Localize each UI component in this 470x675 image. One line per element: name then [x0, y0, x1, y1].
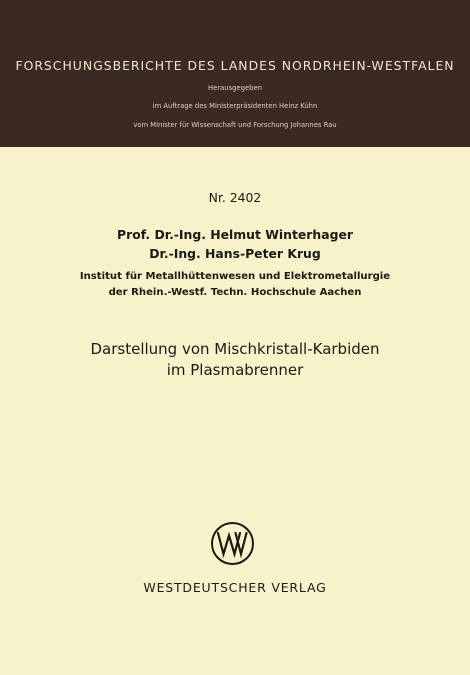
report-number: Nr. 2402	[208, 190, 262, 205]
book-title-line-2: im Plasmabrenner	[166, 361, 304, 379]
author-primary: Prof. Dr.-Ing. Helmut Winterhager	[117, 227, 353, 242]
publisher-name: WESTDEUTSCHER VERLAG	[143, 580, 327, 595]
editor-line: Herausgegeben	[208, 84, 262, 92]
series-header	[0, 0, 470, 147]
commission-line: im Auftrage des Ministerpräsidenten Heinz Kühn	[152, 102, 318, 110]
institute-line-1: Institut für Metallhüttenwesen und Elektrometallurgie	[79, 271, 391, 282]
wv-logo-icon	[210, 521, 255, 566]
author-secondary: Dr.-Ing. Hans-Peter Krug	[149, 246, 321, 261]
minister-line: vom Minister für Wissenschaft und Forschung Johannes Rau	[133, 121, 337, 129]
institute-line-2: der Rhein.-Westf. Techn. Hochschule Aachen	[108, 287, 362, 298]
series-title: FORSCHUNGSBERICHTE DES LANDES NORDRHEIN-WESTFALEN	[15, 58, 455, 73]
book-title-line-1: Darstellung von Mischkristall-Karbiden	[90, 340, 380, 358]
